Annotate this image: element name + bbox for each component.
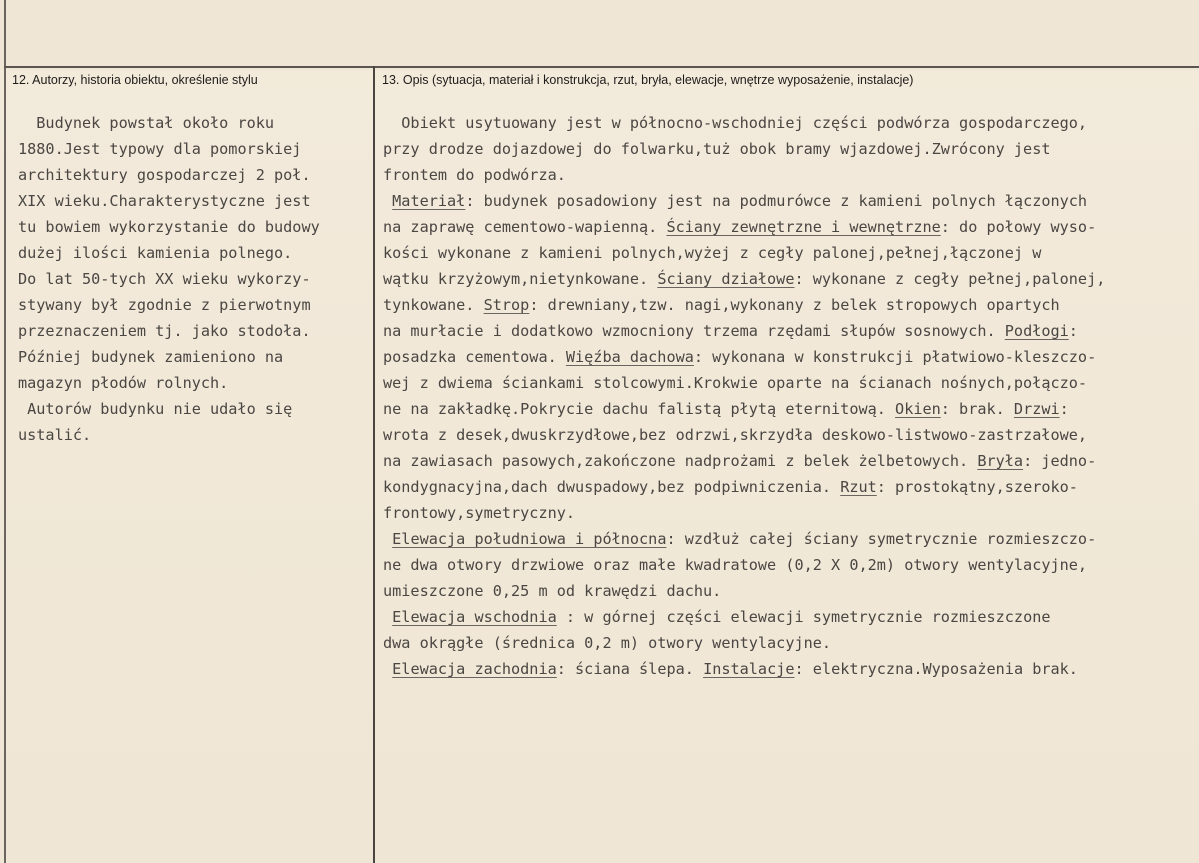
section-label: Ściany działowe	[657, 270, 795, 288]
text-line: przeznaczeniem tj. jako stodoła.	[18, 322, 311, 340]
text-line: wątku krzyżowym,nietynkowane. Ściany działowe: wykonane z cegły pełnej,palonej,	[383, 270, 1106, 288]
column-divider	[373, 66, 375, 863]
section-label: Więźba dachowa	[565, 348, 694, 366]
section-label: Bryła	[977, 452, 1024, 470]
text-line: ne na zakładkę.Pokrycie dachu falistą płytą eternitową. Okien: brak. Drzwi:	[383, 400, 1069, 418]
text-line: architektury gospodarczej 2 poł.	[18, 166, 311, 184]
text-line: 1880.Jest typowy dla pomorskiej	[18, 140, 302, 158]
text-line: kości wykonane z kamieni polnych,wyżej z cegły palonej,pełnej,łączonej w	[383, 244, 1042, 262]
text-line: Później budynek zamieniono na	[18, 348, 284, 366]
text-line: wrota z desek,dwuskrzydłowe,bez odrzwi,skrzydła deskowo-listwowo-zastrzałowe,	[383, 426, 1088, 444]
text-line: XIX wieku.Charakterystyczne jest	[18, 192, 311, 210]
text-line: wej z dwiema ściankami stolcowymi.Krokwie oparte na ścianach nośnych,połączo-	[383, 374, 1088, 392]
text-line: tynkowane. Strop: drewniany,tzw. nagi,wykonany z belek stropowych opartych	[383, 296, 1060, 314]
section-label: Drzwi	[1013, 400, 1060, 418]
section-label: Instalacje	[703, 660, 795, 678]
text-line: frontowy,symetryczny.	[383, 504, 576, 522]
text-line: stywany był zgodnie z pierwotnym	[18, 296, 311, 314]
text-line: Do lat 50-tych XX wieku wykorzy-	[18, 270, 311, 288]
text-line: dużej ilości kamienia polnego.	[18, 244, 293, 262]
text-line: Budynek powstał około roku	[18, 114, 275, 132]
text-line: Obiekt usytuowany jest w północno-wschodniej części podwórza gospodarczego,	[383, 114, 1088, 132]
section-label: Elewacja wschodnia	[392, 608, 557, 626]
text-line: Autorów budynku nie udało się	[18, 400, 293, 418]
section-label: Materiał	[392, 192, 466, 210]
left-border-line	[4, 0, 6, 863]
text-line: magazyn płodów rolnych.	[18, 374, 229, 392]
text-line: ne dwa otwory drzwiowe oraz małe kwadratowe (0,2 X 0,2m) otwory wentylacyjne,	[383, 556, 1088, 574]
text-line: Elewacja zachodnia: ściana ślepa. Instalacje: elektryczna.Wyposażenia brak.	[392, 660, 1078, 678]
section-label: Okien	[895, 400, 941, 418]
description-text	[383, 110, 1193, 682]
section-label: Podłogi	[1004, 322, 1069, 340]
text-line: Materiał: budynek posadowiony jest na podmurówce z kamieni polnych łączonych	[392, 192, 1088, 210]
text-line: kondygnacyjna,dach dwuspadowy,bez podpiwniczenia. Rzut: prostokątny,szeroko-	[383, 478, 1078, 496]
text-line: przy drodze dojazdowej do folwarku,tuż obok bramy wjazdowej.Zwrócony jest	[383, 140, 1051, 158]
text-line: na murłacie i dodatkowo wzmocniony trzema rzędami słupów sosnowych. Podłogi:	[383, 322, 1078, 340]
text-line: Elewacja południowa i północna: wzdłuż całej ściany symetrycznie rozmieszczo-	[392, 530, 1097, 548]
top-margin	[0, 0, 1199, 70]
header-rule	[4, 66, 1199, 68]
section-label: Elewacja zachodnia	[392, 660, 557, 678]
text-line: ustalić.	[18, 426, 92, 444]
history-text	[18, 110, 368, 448]
section-label: Ściany zewnętrzne i wewnętrzne	[666, 218, 941, 236]
section-label: Strop	[483, 296, 530, 314]
text-line: na zawiasach pasowych,zakończone nadprożami z belek żelbetowych. Bryła: jedno-	[383, 452, 1097, 470]
section-12-header: 12. Autorzy, historia obiektu, określenie stylu	[12, 73, 258, 87]
text-line: dwa okrągłe (średnica 0,2 m) otwory wentylacyjne.	[383, 634, 832, 652]
section-label: Elewacja południowa i północna	[392, 530, 667, 548]
text-line: umieszczone 0,25 m od krawędzi dachu.	[383, 582, 722, 600]
text-line: tu bowiem wykorzystanie do budowy	[18, 218, 320, 236]
section-label: Rzut	[840, 478, 877, 496]
text-line: posadzka cementowa. Więźba dachowa: wykonana w konstrukcji płatwiowo-kleszczo-	[383, 348, 1097, 366]
text-line: Elewacja wschodnia : w górnej części elewacji symetrycznie rozmieszczone	[392, 608, 1051, 626]
text-line: frontem do podwórza.	[383, 166, 566, 184]
section-13-header: 13. Opis (sytuacja, materiał i konstrukcja, rzut, bryła, elewacje, wnętrze wyposażenie, instalacje)	[382, 73, 914, 87]
text-line: na zaprawę cementowo-wapienną. Ściany zewnętrzne i wewnętrzne: do połowy wyso-	[383, 218, 1097, 236]
